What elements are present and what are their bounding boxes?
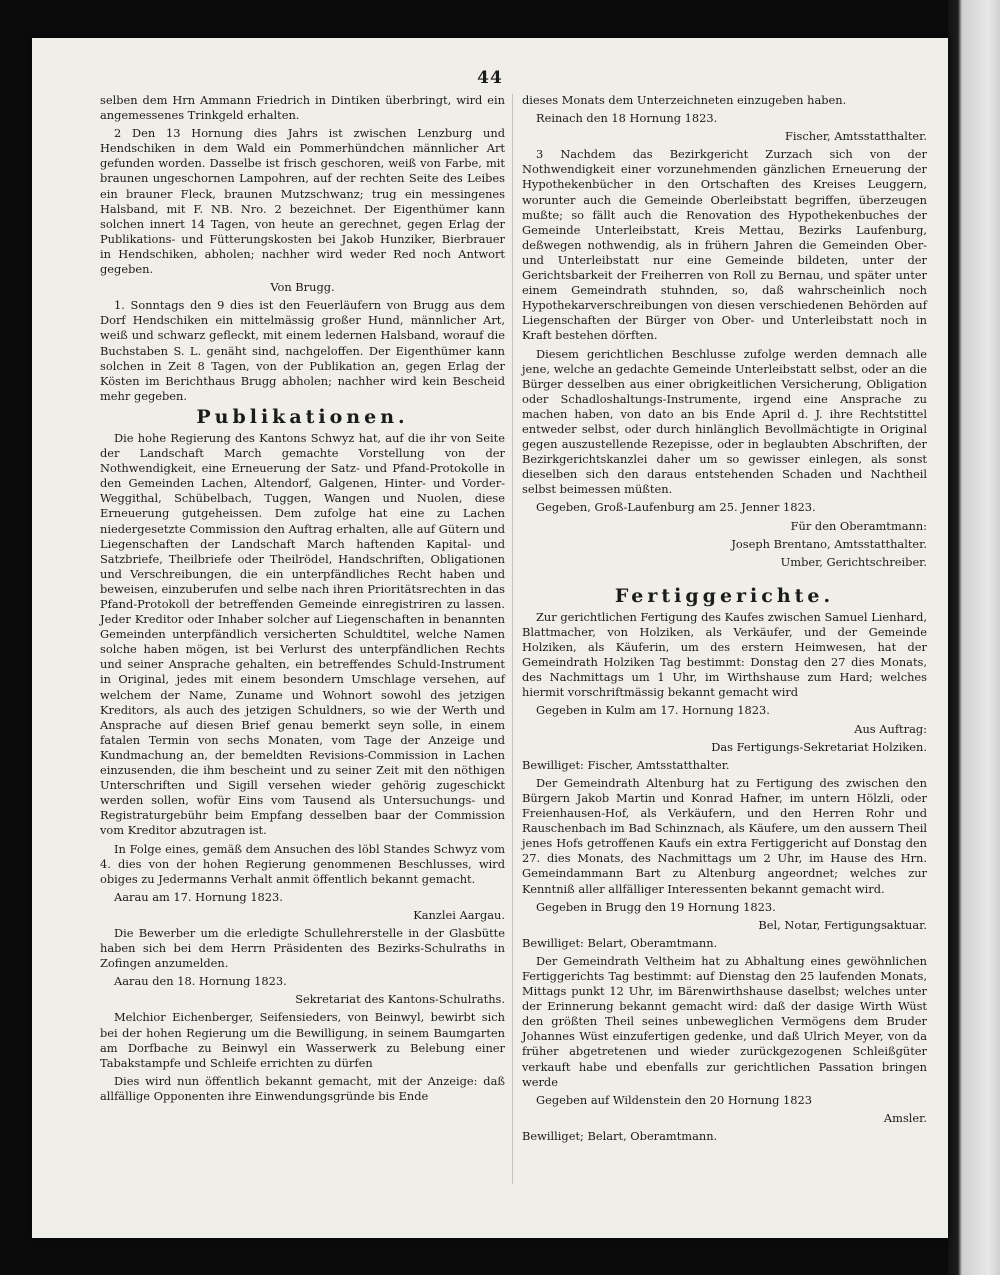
paragraph: Der Gemeindrath Altenburg hat zu Fertigung des zwischen den Bürgern Jakob Martin und Konrad Hafner, im untern Hölzli, oder Freienhausen-Hof, als Verkäufern, und den Herren Rohr und Rauschenbach im Bad Schinznach, als Käufere, um den aussern Theil jenes Hofs getroffenen Kaufs ein extra Fertiggericht auf Donstag den 27. dies Monats, des Nachmittags um 2 Uhr, im Hause des Hrn. Gemeindammann Bart zu Altenburg angeordnet; welches zur Kenntniß aller allfälliger Interessenten bekannt gemacht wird. [522, 775, 927, 896]
paragraph: In Folge eines, gemäß dem Ansuchen des löbl Standes Schwyz vom 4. dies von der hohen Regierung genommenen Beschlusses, wird obiges zu Jedermanns Verhalt anmit öffentlich bekannt gemacht. [100, 841, 505, 886]
left-column [100, 93, 505, 1107]
paragraph: Die Bewerber um die erledigte Schullehrerstelle in der Glasbütte haben sich bei dem Herrn Präsidenten des Bezirks-Schulraths in Zofingen anzumelden. [100, 925, 505, 971]
paragraph: 1. Sonntags den 9 dies ist den Feuerläufern von Brugg aus dem Dorf Hendschiken ein mittelmässig großer Hund, männlicher Art, weiß und schwarz gefleckt, mit einem ledernen Halsband, worauf die Buchstaben S. L. genäht sind, nachgeloffen. Der Eigenthümer kann solchen in Zeit 8 Tagen, von der Publikation an, gegen Erlag der Kösten im Berichthaus Brugg abholen; nachher wird kein Bescheid mehr gegeben. [100, 298, 505, 403]
paragraph: Die hohe Regierung des Kantons Schwyz hat, auf die ihr von Seite der Landschaft March gemachte Vorstellung von der Nothwendigkeit, eine Erneuerung der Satz- und Pfand-Protokolle in den Gemeinden Lachen, Altendorf, Galgenen, Hinter- und Vorder-Weggithal, Schübelbach, Tuggen, Wangen und Nuolen, diese Erneuerung gutgeheissen. Dem zufolge hat eine zu Lachen niedergesetzte Commission den Auftrag erhalten, alle auf Gütern und Liegenschaften der Landschaft March haftenden Kapital- und Satzbriefe, Theilbriefe oder Theilrödel, Handschriften, Obligationen und Verschreibungen, die ein unterpfändliches Recht haben und beweisen, einzuberufen und selbe nach ihren Prioritätsrechten in das Pfand-Protokoll der betreffenden Gemeinde einregistriren zu lassen. Jeder Kreditor oder Inhaber solcher auf Liegenschaften in benannten Gemeinden unterpfändlich versicherten Schuldtitel, welche Namen solche haben mögen, ist bei Verlurst des unterpfändlichen Rechts und seiner Ansprache gehalten, ein betreffendes Schuld-Instrument in Original, jedes mit einem besondern Umschlage versehen, auf welchem der Name, Zuname und Wohnort sowohl des jetzigen Kreditors, als auch des jetzigen Schuldners, so wie der Werth und Ansprache auf diesen Brief genau bemerkt seyn solle, in einem fatalen Termin von sechs Monaten, vom Tage der Anzeige und Kundmachung an, der bemeldten Revisions-Commission in Lachen einzusenden, die ihm bescheint und zu seiner Zeit mit den nöthigen Unterschriften und Sigill versehen wieder gehörig zugeschickt werden sollen, wofür Eins vom Tausend als Untersuchungs- und Registraturgebühr beim Empfang desselben baar der Commission vom Kreditor abzutragen ist. [100, 430, 505, 838]
signature: Bel, Notar, Fertigungsaktuar. [758, 917, 927, 932]
page-number: 44 [477, 68, 503, 88]
dateline: Aarau den 18. Hornung 1823. [114, 974, 287, 989]
section-title: Publikationen. [196, 405, 409, 428]
dateline: Reinach den 18 Hornung 1823. [536, 111, 718, 126]
signature: Fischer, Amtsstatthalter. [784, 129, 927, 144]
page-edge [948, 0, 1000, 1275]
column-divider [512, 94, 513, 1184]
paragraph: Zur gerichtlichen Fertigung des Kaufes zwischen Samuel Lienhard, Blattmacher, von Holziken, als Verkäufer, und der Gemeinde Holziken, als Käuferin, um des erstern Heimwesen, hat der Gemeindrath Holziken Tag bestimmt: Donstag den 27 dies Monats, des Nachmittags um 1 Uhr, im Wirthshause zum Hard; welches hiermit vorschriftmässig bekannt gemacht wird [522, 609, 927, 700]
signature-label: Für den Oberamtmann: [790, 518, 927, 533]
document-page [32, 38, 948, 1238]
approval-line: Bewilliget: Fischer, Amtsstatthalter. [522, 757, 730, 772]
approval-line: Bewilliget; Belart, Oberamtmann. [522, 1128, 718, 1143]
paragraph: selben dem Hrn Ammann Friedrich in Dintiken überbringt, wird ein angemessenes Trinkgeld erhalten. [100, 93, 505, 123]
signature: Joseph Brentano, Amtsstatthalter. [731, 536, 927, 551]
dateline: Gegeben in Kulm am 17. Hornung 1823. [536, 703, 770, 718]
paragraph: dieses Monats dem Unterzeichneten einzugeben haben. [522, 93, 847, 107]
signature: Sekretariat des Kantons-Schulraths. [295, 992, 505, 1007]
paragraph: Dies wird nun öffentlich bekannt gemacht, mit der Anzeige: daß allfällige Opponenten ihre Einwendungsgründe bis Ende [100, 1073, 505, 1103]
signature: Umber, Gerichtschreiber. [780, 554, 927, 569]
signature-label: Aus Auftrag: [854, 721, 927, 736]
signature: Amsler. [883, 1110, 927, 1125]
section-heading: Von Brugg. [270, 280, 335, 295]
signature: Das Fertigungs-Sekretariat Holziken. [711, 739, 927, 754]
dateline: Aarau am 17. Hornung 1823. [114, 889, 283, 904]
signature: Kanzlei Aargau. [413, 907, 505, 922]
approval-line: Bewilliget: Belart, Oberamtmann. [522, 935, 718, 950]
dateline: Gegeben, Groß-Laufenburg am 25. Jenner 1823. [536, 500, 816, 515]
paragraph: Melchior Eichenberger, Seifensieders, von Beinwyl, bewirbt sich bei der hohen Regierung um die Bewilligung, in seinem Baumgarten am Dorfbache zu Beinwyl ein Wasserwerk zu Belebung einer Tabakstampfe und Schleife errichten zu dürfen [100, 1010, 505, 1070]
paragraph: 2 Den 13 Hornung dies Jahrs ist zwischen Lenzburg und Hendschiken in dem Wald ein Pommerhündchen männlicher Art gefunden worden. Dasselbe ist frisch geschoren, weiß von Farbe, mit braunen ungeschornen Lampohren, auf der rechten Seite des Leibes ein brauner Fleck, braunen Mutzschwanz; trug ein messingenes Halsband, mit F. NB. Nro. 2 bezeichnet. Der Eigenthümer kann solchen innert 14 Tagen, von heute an gerechnet, gegen Erlag der Publikations- und Fütterungskosten bei Jakob Hunziker, Bierbrauer in Hendschiken, abholen; nachher wird weder Red noch Antwort gegeben. [100, 126, 505, 277]
spacer [522, 573, 927, 583]
paragraph: Der Gemeindrath Veltheim hat zu Abhaltung eines gewöhnlichen Fertiggerichts Tag bestimmt: auf Dienstag den 25 laufenden Monats, Mittags punkt 12 Uhr, im Bärenwirthshause daselbst; welches unter der Erinnerung bekannt gemacht wird: daß der dasige Wirth Wüst den größten Theil seines unbeweglichen Vermögens dem Bruder Johannes Wüst einzufertigen gedenke, und daß Ulrich Meyer, von da früher abgetretenen und wieder zurückgezogenen Schleißgüter verkauft habe und ebenfalls zur gerichtlichen Passation bringen werde [522, 953, 927, 1089]
dateline: Gegeben auf Wildenstein den 20 Hornung 1823 [536, 1092, 813, 1107]
dateline: Gegeben in Brugg den 19 Hornung 1823. [536, 899, 776, 914]
paragraph: 3 Nachdem das Bezirkgericht Zurzach sich von der Nothwendigkeit einer vorzunehmenden gänzlichen Erneuerung der Hypothekenbücher in den Ortschaften des Kreises Leuggern, worunter auch die Gemeinde Oberleibstatt begriffen, überzeugen mußte; so fällt auch die Renovation des Hypothekenbuches der Gemeinde Unterleibstatt, Kreis Mettau, Bezirks Laufenburg, deßwegen nothwendig, als in frühern Jahren die Gemeinden Ober- und Unterleibstatt nur eine Gemeinde bildeten, unter der Gerichtsbarkeit der Freiherren von Roll zu Bernau, und später unter einem Gemeindrath stuhnden, so, daß wahrscheinlich noch Hypothekarverschreibungen von diesen verschiedenen Behörden auf Liegenschaften der Bürger von Ober- und Unterleibstatt noch in Kraft bestehen dörften. [522, 147, 927, 343]
paragraph: Diesem gerichtlichen Beschlusse zufolge werden demnach alle jene, welche an gedachte Gemeinde Unterleibstatt selbst, oder an die Bürger desselben aus einer obrigkeitlichen Versicherung, Obligation oder Schadloshaltungs-Instrumente, irgend eine Ansprache zu machen haben, von dato an bis Ende April d. J. ihre Rechtstittel entweder selbst, oder durch hinlänglich Bevollmächtigte in Original gegen auszustellende Rezepisse, oder in beglaubten Abschriften, der Bezirkgerichtskanzlei daher um so gewisser einlegen, als sonst dieselben sich den daraus entstehenden Schaden und Nachtheil selbst beimessen müßten. [522, 346, 927, 497]
section-title: Fertiggerichte. [614, 584, 835, 607]
right-column [522, 93, 927, 1147]
